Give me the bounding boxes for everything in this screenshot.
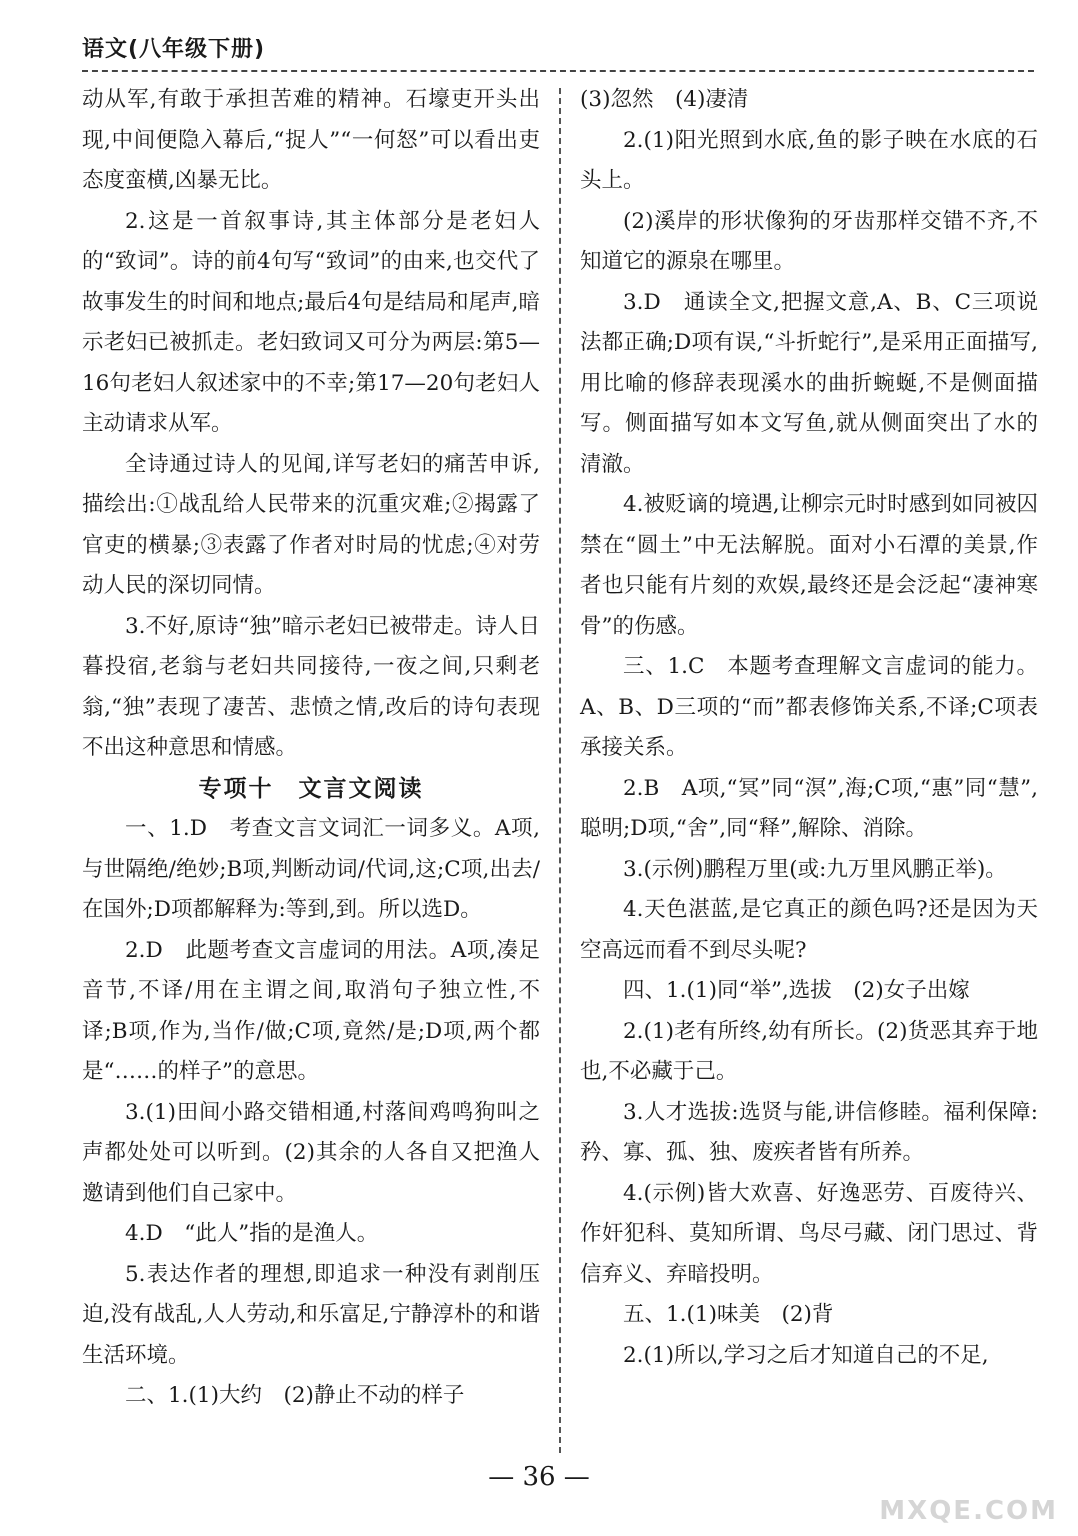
paragraph: 四、1.(1)同“举”,选拔 (2)女子出嫁 xyxy=(623,978,970,1003)
paragraph: 3.(示例)鹏程万里(或:九万里风鹏正举)。 xyxy=(623,856,1007,882)
page-number: — 36 — xyxy=(488,1462,590,1492)
paragraph: 五、1.(1)味美 (2)背 xyxy=(623,1302,834,1327)
watermark-logo xyxy=(868,1446,1058,1526)
paragraph: 4.D “此人”指的是渔人。 xyxy=(125,1221,379,1246)
paragraph: 3.D 通读全文,把握文意,A、B、C三项说法都正确;D项有误,“斗折蛇行”,是采用正面描写,用比喻的修辞表现溪水的曲折蜿蜒,不是侧面描写。侧面描写如本文写鱼,就从侧面突出了水的清澈。 xyxy=(580,289,1038,477)
paragraph: 3.(1)田间小路交错相通,村落间鸡鸣狗叫之声都处处可以听到。(2)其余的人各自又把渔人邀请到他们自己家中。 xyxy=(82,1099,540,1206)
left-column xyxy=(82,80,540,1417)
paragraph: 3.人才选拔:选贤与能,讲信修睦。福利保障:矜、寡、孤、独、废疾者皆有所养。 xyxy=(580,1099,1038,1165)
paragraph: 2.B A项,“冥”同“溟”,海;C项,“惠”同“慧”,聪明;D项,“舍”,同“释”,解除、消除。 xyxy=(580,775,1038,841)
paragraph: 5.表达作者的理想,即追求一种没有剥削压迫,没有战乱,人人劳动,和乐富足,宁静淳朴的和谐生活环境。 xyxy=(82,1261,540,1368)
paragraph: (3)忽然 (4)凄清 xyxy=(580,87,749,112)
paragraph: 3.不好,原诗“独”暗示老妇已被带走。诗人日暮投宿,老翁与老妇共同接待,一夜之间,只剩老翁,“独”表现了凄苦、悲愤之情,改后的诗句表现不出这种意思和情感。 xyxy=(82,613,540,760)
paragraph: 2.这是一首叙事诗,其主体部分是老妇人的“致词”。诗的前4句写“致词”的由来,也交代了故事发生的时间和地点;最后4句是结局和尾声,暗示老妇已被抓走。老妇致词又可分为两层:第5—16句老妇人叙述家中的不幸;第17—20句老妇人主动请求从军。 xyxy=(82,208,540,436)
paragraph: 全诗通过诗人的见闻,详写老妇的痛苦申诉,描绘出:①战乱给人民带来的沉重灾难;②揭露了官吏的横暴;③表露了作者对时局的忧虑;④对劳动人民的深切同情。 xyxy=(82,451,540,598)
paragraph: 2.(1)老有所终,幼有所长。(2)货恶其弃于地也,不必藏于己。 xyxy=(580,1018,1038,1084)
paragraph: 三、1.C 本题考查理解文言虚词的能力。A、B、D三项的“而”都表修饰关系,不译;C项表承接关系。 xyxy=(580,654,1038,760)
paragraph: 4.天色湛蓝,是它真正的颜色吗?还是因为天空高远而看不到尽头呢? xyxy=(580,897,1038,963)
paragraph: 2.(1)阳光照到水底,鱼的影子映在水底的石头上。 xyxy=(580,127,1038,193)
column-divider xyxy=(559,88,561,1453)
right-column xyxy=(580,80,1038,1376)
paragraph: 一、1.D 考查文言文词汇一词多义。A项,与世隔绝/绝妙;B项,判断动词/代词,这;C项,出去/在国外;D项都解释为:等到,到。所以选D。 xyxy=(82,816,540,922)
paragraph: (2)溪岸的形状像狗的牙齿那样交错不齐,不知道它的源泉在哪里。 xyxy=(580,208,1038,274)
header-title: 语文(八年级下册) xyxy=(82,37,266,62)
paragraph: 二、1.(1)大约 (2)静止不动的样子 xyxy=(125,1383,465,1408)
paragraph: 2.(1)所以,学习之后才知道自己的不足, xyxy=(623,1342,989,1368)
paragraph: 动从军,有敢于承担苦难的精神。石壕吏开头出现,中间便隐入幕后,“捉人”“一何怒”可以看出吏态度蛮横,凶暴无比。 xyxy=(82,87,540,193)
section-title: 专项十 文言文阅读 xyxy=(198,774,424,802)
paragraph: 4.(示例)皆大欢喜、好逸恶劳、百废待兴、作奸犯科、莫知所谓、鸟尽弓藏、闭门思过、背信弃义、弃暗投明。 xyxy=(580,1180,1038,1287)
page-header xyxy=(82,30,1034,72)
paragraph: 4.被贬谪的境遇,让柳宗元时时感到如同被囚禁在“圆土”中无法解脱。面对小石潭的美景,作者也只能有片刻的欢娱,最终还是会泛起“凄神寒骨”的伤感。 xyxy=(580,492,1038,639)
watermark-text: MXQE.COM xyxy=(879,1496,1058,1526)
paragraph: 2.D 此题考查文言虚词的用法。A项,凑足音节,不译/用在主谓之间,取消句子独立性,不译;B项,作为,当作/做;C项,竟然/是;D项,两个都是“……的样子”的意思。 xyxy=(82,937,540,1084)
